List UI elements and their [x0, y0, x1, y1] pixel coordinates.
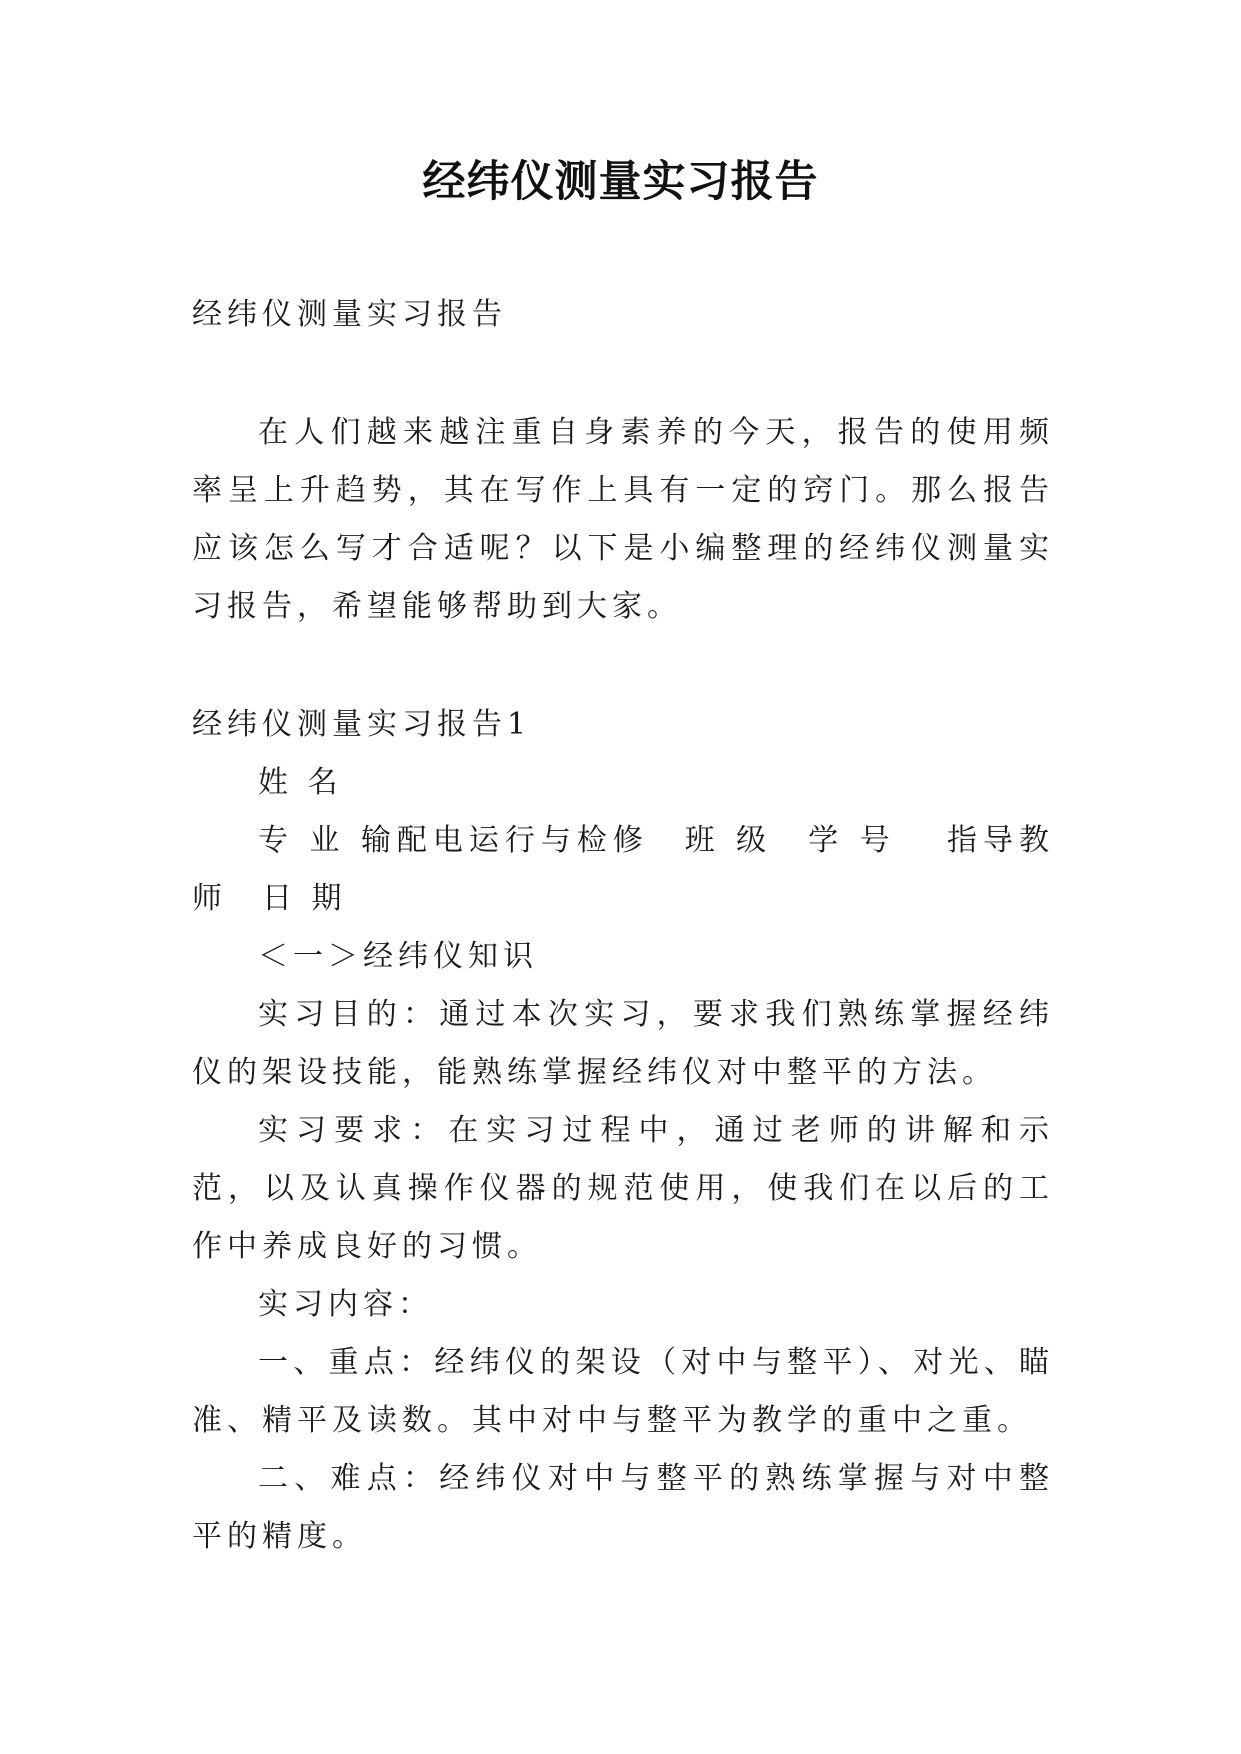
intro-section	[192, 404, 1054, 636]
key-point-paragraph: 一、重点：经纬仪的架设（对中与整平）、对光、瞄准、精平及读数。其中对中与整平为教学的重中之重。	[192, 1345, 1054, 1438]
purpose-paragraph: 实习目的：通过本次实习，要求我们熟练掌握经纬仪的架设技能，能熟练掌握经纬仪对中整平的方法。	[192, 997, 1054, 1090]
name-line: 姓 名	[258, 765, 343, 800]
requirement-paragraph: 实习要求：在实习过程中，通过老师的讲解和示范，以及认真操作仪器的规范使用，使我们在以后的工作中养成良好的习惯。	[192, 1113, 1054, 1264]
intro-paragraph: 在人们越来越注重自身素养的今天，报告的使用频率呈上升趋势，其在写作上具有一定的窍门。那么报告应该怎么写才合适呢？以下是小编整理的经纬仪测量实习报告，希望能够帮助到大家。	[192, 415, 1054, 624]
content-heading: 实习内容：	[258, 1287, 433, 1322]
info-line: 专 业 输配电运行与检修 班 级 学 号 指导教师 日 期	[192, 823, 1054, 916]
document-title: 经纬仪测量实习报告	[422, 157, 819, 207]
subtitle-text: 经纬仪测量实习报告	[192, 297, 507, 332]
section-heading: 经纬仪测量实习报告1	[192, 707, 532, 742]
report-section-1	[192, 696, 1054, 1566]
document-subtitle	[192, 286, 1054, 344]
difficulty-paragraph: 二、难点：经纬仪对中与整平的熟练掌握与对中整平的精度。	[192, 1461, 1054, 1554]
part-heading: ＜一＞经纬仪知识	[258, 939, 538, 974]
